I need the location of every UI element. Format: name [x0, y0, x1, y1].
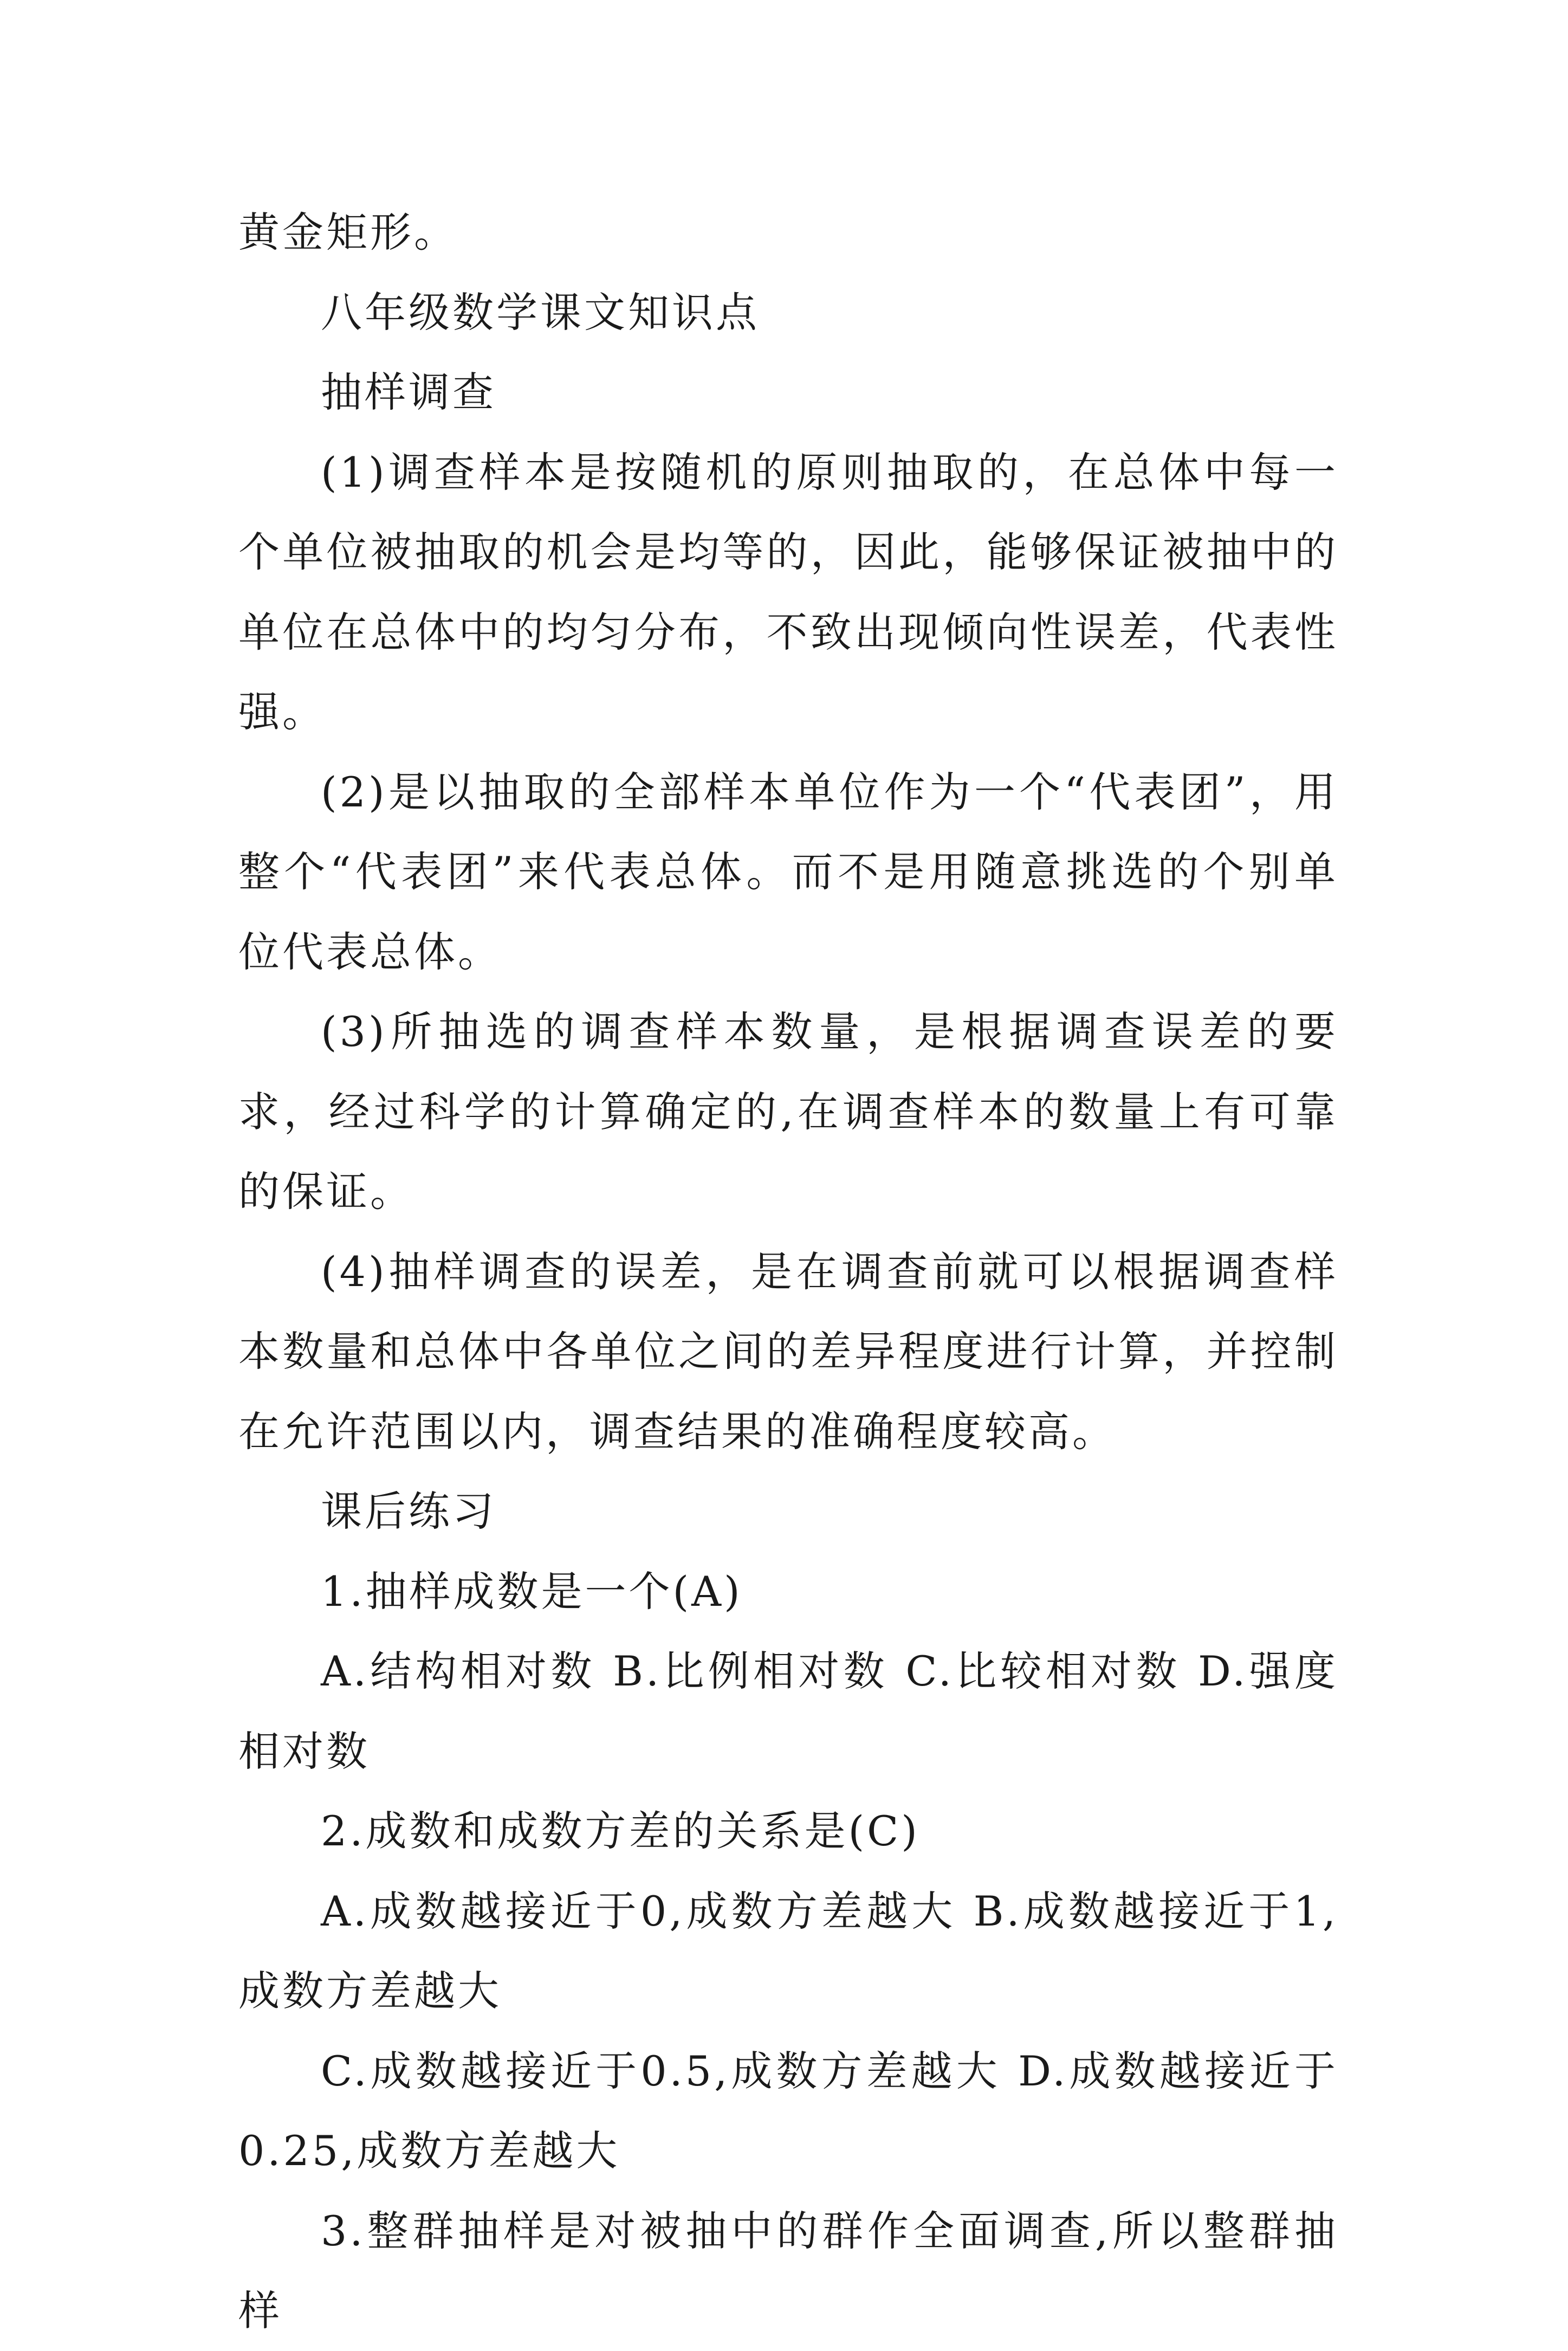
- exercise-heading: 课后练习: [321, 1487, 496, 1535]
- paragraph-point-1: (1)调查样本是按随机的原则抽取的，在总体中每一个单位被抽取的机会是均等的，因此，能够保证被抽中的单位在总体中的均匀分布，不致出现倾向性误差，代表性强。: [238, 448, 1338, 736]
- document-body: [238, 192, 1338, 2351]
- question-2: 2.成数和成数方差的关系是(C): [321, 1807, 920, 1855]
- paragraph-point-4: (4)抽样调查的误差，是在调查前就可以根据调查样本数量和总体中各单位之间的差异程度进行计算，并控制在允许范围以内，调查结果的准确程度较高。: [238, 1247, 1338, 1456]
- question-2-options-cd: C.成数越接近于0.5,成数方差越大 D.成数越接近于0.25,成数方差越大: [238, 2046, 1338, 2175]
- question-2-options-ab: A.成数越接近于0,成数方差越大 B.成数越接近于1,成数方差越大: [238, 1887, 1338, 2015]
- question-1: 1.抽样成数是一个(A): [321, 1567, 743, 1616]
- paragraph-point-3: (3)所抽选的调查样本数量，是根据调查误差的要求，经过科学的计算确定的,在调查样本的数量上有可靠的保证。: [238, 1007, 1338, 1216]
- question-3: 3.整群抽样是对被抽中的群作全面调查,所以整群抽样: [238, 2206, 1338, 2335]
- subsection-title: 抽样调查: [321, 368, 496, 416]
- paragraph-point-2: (2)是以抽取的全部样本单位作为一个“代表团”，用整个“代表团”来代表总体。而不是用随意挑选的个别单位代表总体。: [238, 767, 1338, 976]
- paragraph-continuation: 黄金矩形。: [238, 208, 458, 256]
- section-title: 八年级数学课文知识点: [321, 288, 760, 337]
- question-1-options: A.结构相对数 B.比例相对数 C.比较相对数 D.强度相对数: [238, 1647, 1338, 1775]
